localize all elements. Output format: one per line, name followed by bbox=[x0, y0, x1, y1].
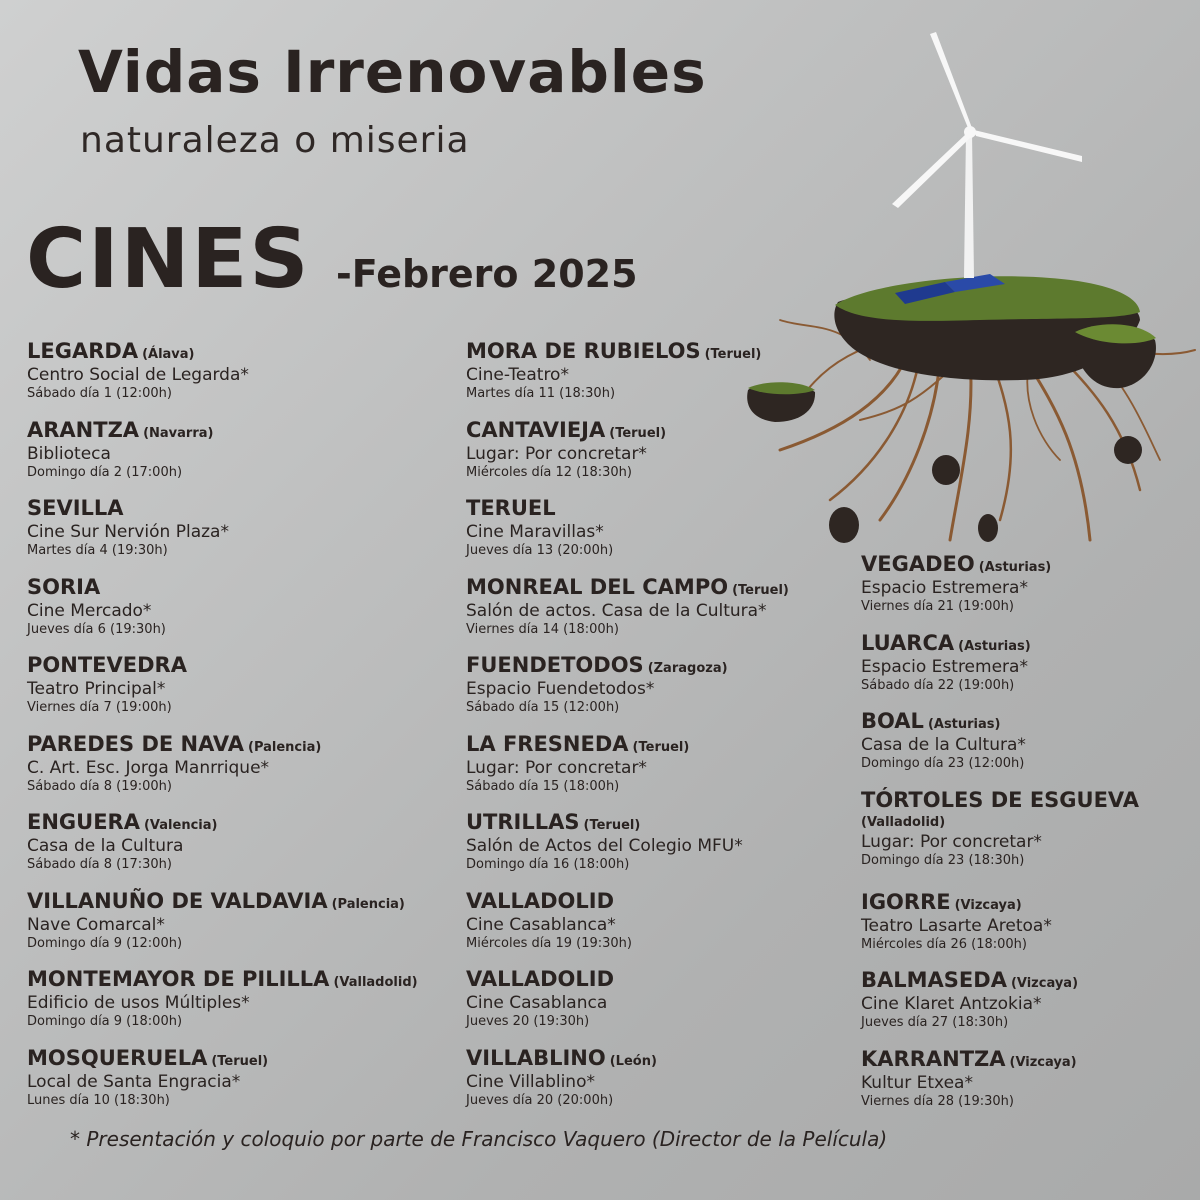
screening-entry bbox=[861, 787, 1139, 889]
region-name: (Palencia) bbox=[331, 896, 405, 912]
screening-entry bbox=[466, 338, 789, 417]
screening-entry bbox=[861, 889, 1139, 968]
venue-name: Salón de Actos del Colegio MFU* bbox=[466, 836, 743, 856]
city-name: VILLANUÑO DE VALDAVIA bbox=[27, 888, 328, 913]
region-name: (Asturias) bbox=[978, 560, 1052, 575]
city-name: VEGADEO bbox=[861, 552, 975, 576]
screening-entry bbox=[861, 630, 1139, 709]
venue-name: Biblioteca bbox=[27, 443, 111, 464]
region-name: (Zaragoza) bbox=[647, 661, 728, 676]
screening-date: Viernes día 28 (19:30h) bbox=[861, 1093, 1014, 1109]
venue-name: C. Art. Esc. Jorga Manrrique* bbox=[27, 757, 270, 778]
poster-title: Vidas Irrenovables bbox=[78, 38, 707, 106]
screening-date: Sábado día 1 (12:00h) bbox=[27, 386, 172, 401]
screening-date: Domingo día 16 (18:00h) bbox=[466, 857, 630, 872]
screening-date: Sábado día 15 (18:00h) bbox=[466, 778, 620, 794]
venue-name: Cine Maravillas* bbox=[466, 522, 604, 542]
screening-date: Sábado día 22 (19:00h) bbox=[861, 677, 1015, 693]
screening-date: Domingo día 23 (18:30h) bbox=[861, 852, 1025, 868]
screening-entry bbox=[466, 652, 789, 731]
schedule-column-2 bbox=[466, 338, 789, 1123]
region-name: (Vizcaya) bbox=[1009, 1054, 1077, 1070]
screening-date: Jueves día 20 (20:00h) bbox=[466, 1092, 614, 1108]
schedule-column-1 bbox=[27, 338, 418, 1123]
screening-date: Sábado día 15 (12:00h) bbox=[466, 700, 620, 715]
city-name: LA FRESNEDA bbox=[466, 731, 629, 756]
region-name: (Teruel) bbox=[583, 818, 641, 833]
city-name: BALMASEDA bbox=[861, 968, 1007, 992]
venue-name: Casa de la Cultura bbox=[27, 836, 184, 856]
screening-date: Jueves día 27 (18:30h) bbox=[861, 1015, 1009, 1030]
screening-date: Miércoles día 19 (19:30h) bbox=[466, 935, 632, 951]
venue-name: Local de Santa Engracia* bbox=[27, 1071, 241, 1092]
cines-heading: CINES bbox=[26, 212, 311, 307]
venue-name: Cine Villablino* bbox=[466, 1071, 595, 1092]
city-name: TÓRTOLES DE ESGUEVA bbox=[861, 787, 1140, 812]
screening-entry bbox=[861, 1046, 1139, 1125]
screening-date: Jueves día 13 (20:00h) bbox=[466, 543, 614, 558]
city-name: VILLABLINO bbox=[466, 1045, 606, 1070]
screening-entry bbox=[27, 652, 418, 731]
screening-entry bbox=[466, 574, 789, 653]
city-name: KARRANTZA bbox=[861, 1046, 1006, 1071]
screening-entry bbox=[466, 417, 789, 496]
screening-date: Martes día 11 (18:30h) bbox=[466, 386, 616, 401]
city-name: MONREAL DEL CAMPO bbox=[466, 574, 729, 599]
screening-date: Viernes día 14 (18:00h) bbox=[466, 621, 619, 637]
screening-entry bbox=[27, 731, 418, 810]
region-name: (Valencia) bbox=[143, 818, 218, 833]
region-name: (Vizcaya) bbox=[1010, 976, 1079, 991]
screening-entry bbox=[27, 809, 418, 888]
region-name: (Teruel) bbox=[732, 582, 789, 598]
region-name: (Álava) bbox=[142, 347, 195, 362]
screening-entry bbox=[27, 574, 418, 653]
venue-name: Salón de actos. Casa de la Cultura* bbox=[466, 600, 767, 621]
city-name: CANTAVIEJA bbox=[466, 417, 606, 442]
month-heading: -Febrero 2025 bbox=[336, 252, 638, 296]
venue-name: Cine Casablanca bbox=[466, 993, 608, 1013]
venue-name: Centro Social de Legarda* bbox=[27, 365, 249, 385]
screening-entry bbox=[466, 1045, 789, 1124]
city-name: ARANTZA bbox=[27, 417, 140, 442]
screening-date: Miércoles día 26 (18:00h) bbox=[861, 936, 1027, 952]
region-name: (Palencia) bbox=[248, 739, 322, 755]
venue-name: Kultur Etxea* bbox=[861, 1072, 973, 1093]
venue-name: Edificio de usos Múltiples* bbox=[27, 993, 250, 1013]
venue-name: Nave Comarcal* bbox=[27, 914, 165, 935]
venue-name: Espacio Estremera* bbox=[861, 656, 1028, 677]
region-name: (Valladolid) bbox=[333, 975, 418, 990]
poster-subtitle: naturaleza o miseria bbox=[80, 120, 470, 161]
screening-date: Domingo día 9 (18:00h) bbox=[27, 1014, 183, 1029]
venue-name: Cine Casablanca* bbox=[466, 914, 616, 935]
city-name: MORA DE RUBIELOS bbox=[466, 339, 701, 363]
screening-date: Domingo día 9 (12:00h) bbox=[27, 935, 183, 951]
region-name: (Teruel) bbox=[609, 425, 667, 441]
city-name: UTRILLAS bbox=[466, 810, 580, 834]
region-name: (Vizcaya) bbox=[954, 897, 1022, 913]
venue-name: Teatro Lasarte Aretoa* bbox=[861, 915, 1052, 936]
screening-date: Jueves día 6 (19:30h) bbox=[27, 621, 166, 637]
region-name: (Teruel) bbox=[632, 739, 690, 755]
screening-entry bbox=[861, 551, 1139, 630]
screening-date: Martes día 4 (19:30h) bbox=[27, 543, 168, 558]
screening-date: Domingo día 23 (12:00h) bbox=[861, 756, 1025, 771]
screening-date: Miércoles día 12 (18:30h) bbox=[466, 464, 632, 480]
region-name: (Teruel) bbox=[704, 347, 762, 362]
screening-entry bbox=[27, 338, 418, 417]
region-name: (Navarra) bbox=[143, 425, 214, 441]
screening-date: Jueves 20 (19:30h) bbox=[466, 1014, 590, 1029]
venue-name: Casa de la Cultura* bbox=[861, 735, 1026, 755]
footnote: * Presentación y coloquio por parte de Francisco Vaquero (Director de la Película) bbox=[70, 1127, 888, 1151]
wind-turbine-icon bbox=[892, 32, 1082, 278]
screening-entry bbox=[466, 809, 789, 888]
venue-name: Lugar: Por concretar* bbox=[466, 443, 647, 464]
venue-name: Lugar: Por concretar* bbox=[466, 757, 647, 778]
screening-entry bbox=[861, 708, 1139, 787]
city-name: LUARCA bbox=[861, 630, 955, 655]
region-name: (León) bbox=[609, 1053, 657, 1069]
venue-name: Cine-Teatro* bbox=[466, 365, 569, 385]
venue-name: Cine Klaret Antzokia* bbox=[861, 994, 1042, 1014]
venue-name: Cine Sur Nervión Plaza* bbox=[27, 522, 229, 542]
venue-name: Teatro Principal* bbox=[27, 679, 166, 699]
city-name: LEGARDA bbox=[27, 339, 139, 363]
screening-entry bbox=[466, 495, 789, 574]
venue-name: Lugar: Por concretar* bbox=[861, 831, 1042, 852]
screening-entry bbox=[466, 888, 789, 967]
screening-entry bbox=[27, 966, 418, 1045]
screening-entry bbox=[27, 495, 418, 574]
city-name: MOSQUERUELA bbox=[27, 1045, 208, 1070]
venue-name: Espacio Estremera* bbox=[861, 578, 1028, 598]
screening-date: Lunes día 10 (18:30h) bbox=[27, 1092, 170, 1108]
screening-entry bbox=[466, 731, 789, 810]
screening-entry bbox=[466, 966, 789, 1045]
city-name: MONTEMAYOR DE PILILLA bbox=[27, 967, 330, 991]
screening-date: Sábado día 8 (19:00h) bbox=[27, 778, 172, 794]
city-name: TERUEL bbox=[466, 496, 556, 520]
city-name: SEVILLA bbox=[27, 496, 124, 520]
screening-date: Viernes día 21 (19:00h) bbox=[861, 599, 1014, 614]
city-name: VALLADOLID bbox=[466, 967, 615, 991]
region-name: (Teruel) bbox=[211, 1053, 269, 1069]
region-name: (Valladolid) bbox=[861, 814, 946, 830]
screening-date: Domingo día 2 (17:00h) bbox=[27, 464, 183, 480]
screening-entry bbox=[861, 967, 1139, 1046]
city-name: ENGUERA bbox=[27, 810, 140, 834]
city-name: FUENDETODOS bbox=[466, 653, 644, 677]
city-name: SORIA bbox=[27, 574, 101, 599]
screening-date: Sábado día 8 (17:30h) bbox=[27, 857, 172, 872]
city-name: IGORRE bbox=[861, 889, 951, 914]
region-name: (Asturias) bbox=[958, 638, 1031, 654]
city-name: PAREDES DE NAVA bbox=[27, 731, 245, 756]
floating-island-illustration bbox=[720, 20, 1200, 560]
schedule-column-3 bbox=[861, 551, 1139, 1124]
city-name: BOAL bbox=[861, 709, 924, 733]
region-name: (Asturias) bbox=[927, 717, 1001, 732]
venue-name: Cine Mercado* bbox=[27, 600, 152, 621]
screening-entry bbox=[27, 1045, 418, 1124]
city-name: PONTEVEDRA bbox=[27, 653, 187, 677]
city-name: VALLADOLID bbox=[466, 888, 615, 913]
venue-name: Espacio Fuendetodos* bbox=[466, 679, 655, 699]
screening-entry bbox=[27, 417, 418, 496]
screening-entry bbox=[27, 888, 418, 967]
rock-icon bbox=[747, 382, 1142, 543]
screening-date: Viernes día 7 (19:00h) bbox=[27, 700, 172, 715]
